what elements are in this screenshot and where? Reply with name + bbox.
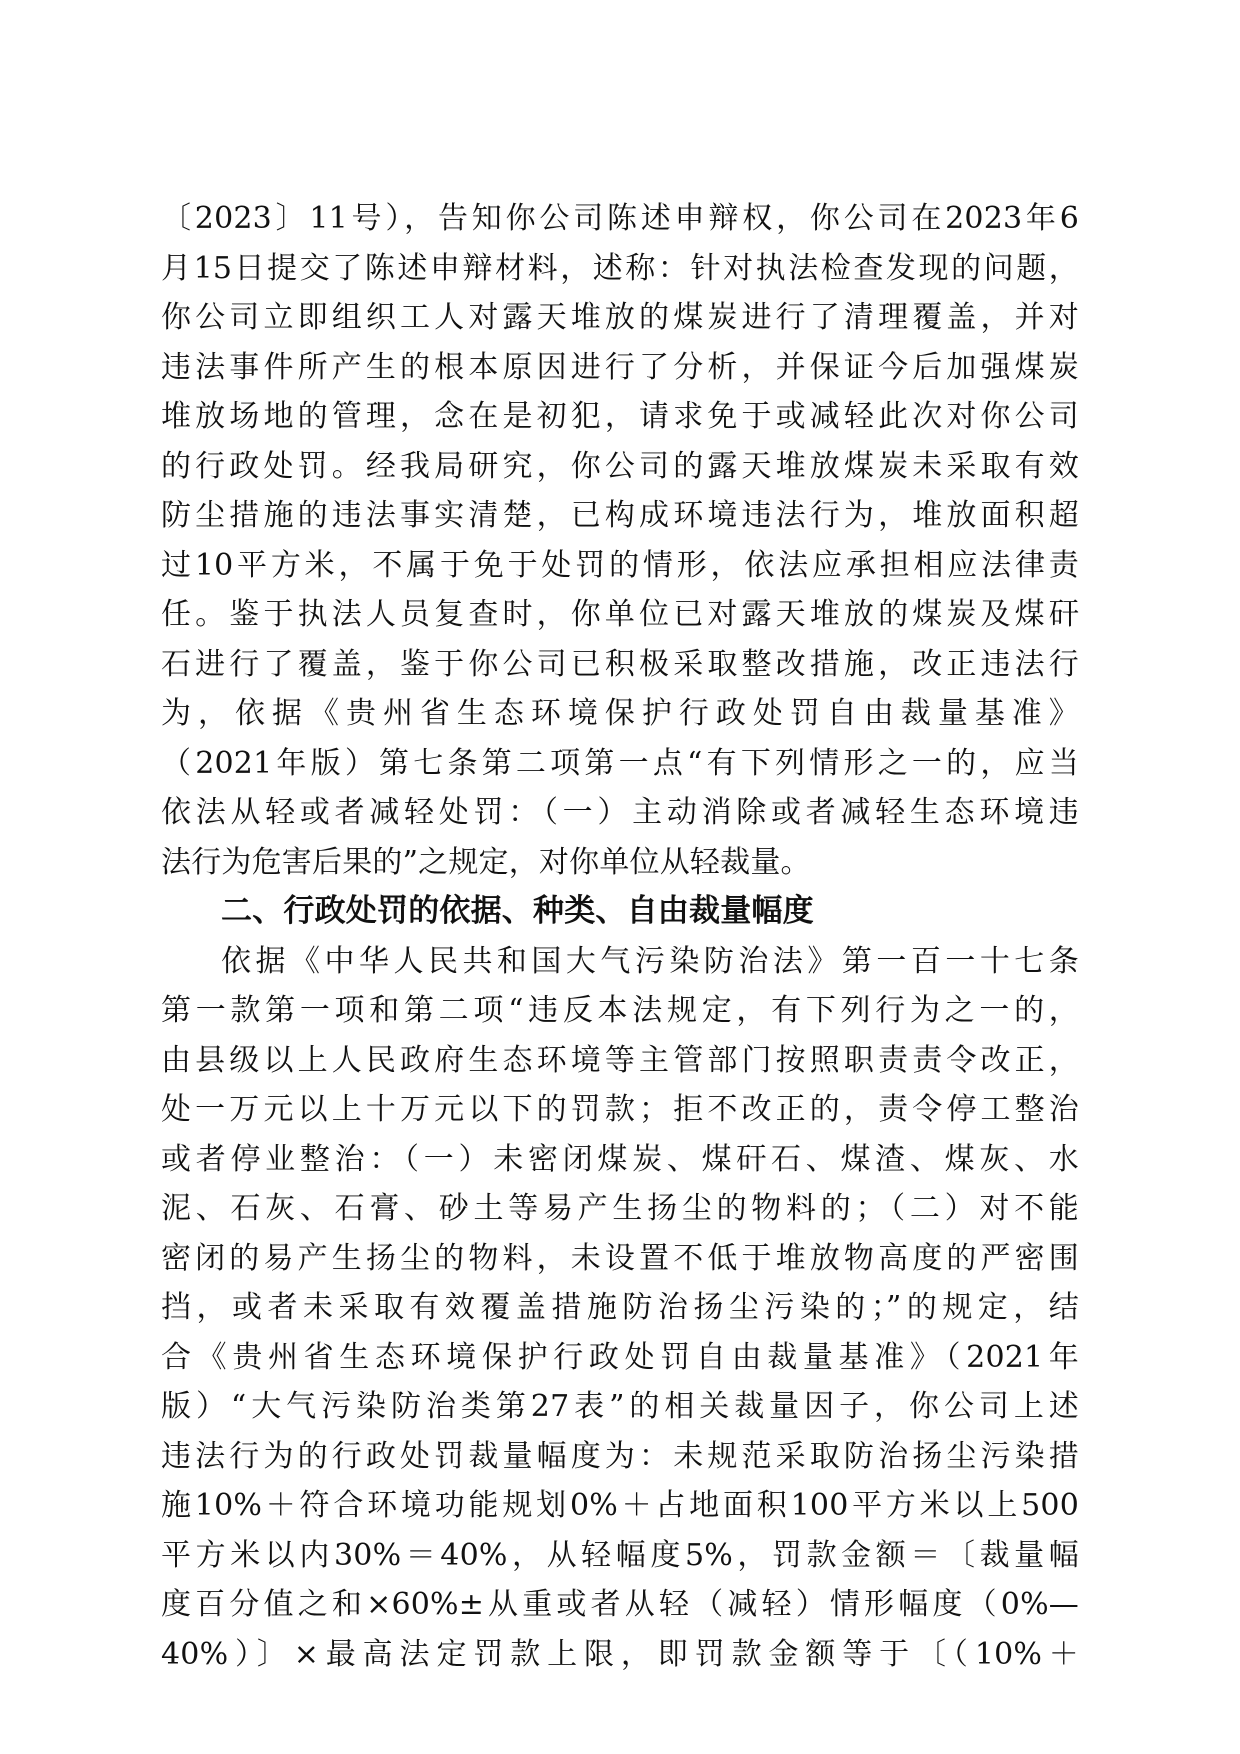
text-line: 〔2023〕11号），告知你公司陈述申辩权，你公司在2023年6 [161,201,1079,236]
paragraph-penalty-basis [161,937,1079,1680]
paragraph-statement-review [161,194,1079,887]
text-line: 平方米以内30%＝40%，从轻幅度5%，罚款金额＝〔裁量幅 [161,1537,1079,1573]
text-line: 依据《中华人民共和国大气污染防治法》第一百一十七条 [221,943,1079,979]
text-line: 堆放场地的管理，念在是初犯，请求免于或减轻此次对你公司 [161,399,1079,434]
text-line: 过10平方米，不属于免于处罚的情形，依法应承担相应法律责 [161,547,1079,583]
text-line: 泥、石灰、石膏、砂土等易产生扬尘的物料的；（二）对不能 [161,1191,1079,1226]
text-line: 石进行了覆盖，鉴于你公司已积极采取整改措施，改正违法行 [161,646,1079,682]
text-line: 密闭的易产生扬尘的物料，未设置不低于堆放物高度的严密围 [161,1240,1079,1276]
text-line: 防尘措施的违法事实清楚，已构成环境违法行为，堆放面积超 [161,498,1079,533]
text-line: 第一款第一项和第二项“违反本法规定，有下列行为之一的， [161,993,1079,1028]
text-line: 月15日提交了陈述申辩材料，述称：针对执法检查发现的问题， [161,250,1079,286]
section-heading: 二、行政处罚的依据、种类、自由裁量幅度 [221,893,814,929]
text-line: 挡，或者未采取有效覆盖措施防治扬尘污染的；”的规定，结 [161,1290,1079,1325]
text-line: 由县级以上人民政府生态环境等主管部门按照职责责令改正， [161,1042,1079,1078]
document-body [161,194,1079,1679]
text-line: 的行政处罚。经我局研究，你公司的露天堆放煤炭未采取有效 [161,448,1079,484]
text-line: （2021年版）第七条第二项第一点“有下列情形之一的，应当 [161,745,1079,781]
text-line: 任。鉴于执法人员复查时，你单位已对露天堆放的煤炭及煤矸 [161,597,1079,632]
text-line: 合《贵州省生态环境保护行政处罚自由裁量基准》（2021年 [161,1339,1079,1375]
text-line: 违法事件所产生的根本原因进行了分析，并保证今后加强煤炭 [161,349,1079,385]
text-line: 依法从轻或者减轻处罚：（一）主动消除或者减轻生态环境违 [161,795,1079,830]
text-line: 版）“大气污染防治类第27表”的相关裁量因子，你公司上述 [161,1389,1079,1424]
text-line: 或者停业整治：（一）未密闭煤炭、煤矸石、煤渣、煤灰、水 [161,1141,1079,1177]
text-line: 法行为危害后果的”之规定，对你单位从轻裁量。 [161,844,811,880]
text-line: 违法行为的行政处罚裁量幅度为：未规范采取防治扬尘污染措 [161,1438,1079,1474]
text-line: 你公司立即组织工人对露天堆放的煤炭进行了清理覆盖，并对 [161,300,1079,335]
text-line: 40%）〕×最高法定罚款上限，即罚款金额等于〔（10%＋ [161,1636,1079,1672]
text-line: 度百分值之和×60%±从重或者从轻（减轻）情形幅度（0%— [161,1587,1079,1622]
text-line: 处一万元以上十万元以下的罚款；拒不改正的，责令停工整治 [161,1092,1079,1127]
text-line: 为，依据《贵州省生态环境保护行政处罚自由裁量基准》 [161,696,1079,731]
text-line: 施10%＋符合环境功能规划0%＋占地面积100平方米以上500 [161,1488,1079,1523]
